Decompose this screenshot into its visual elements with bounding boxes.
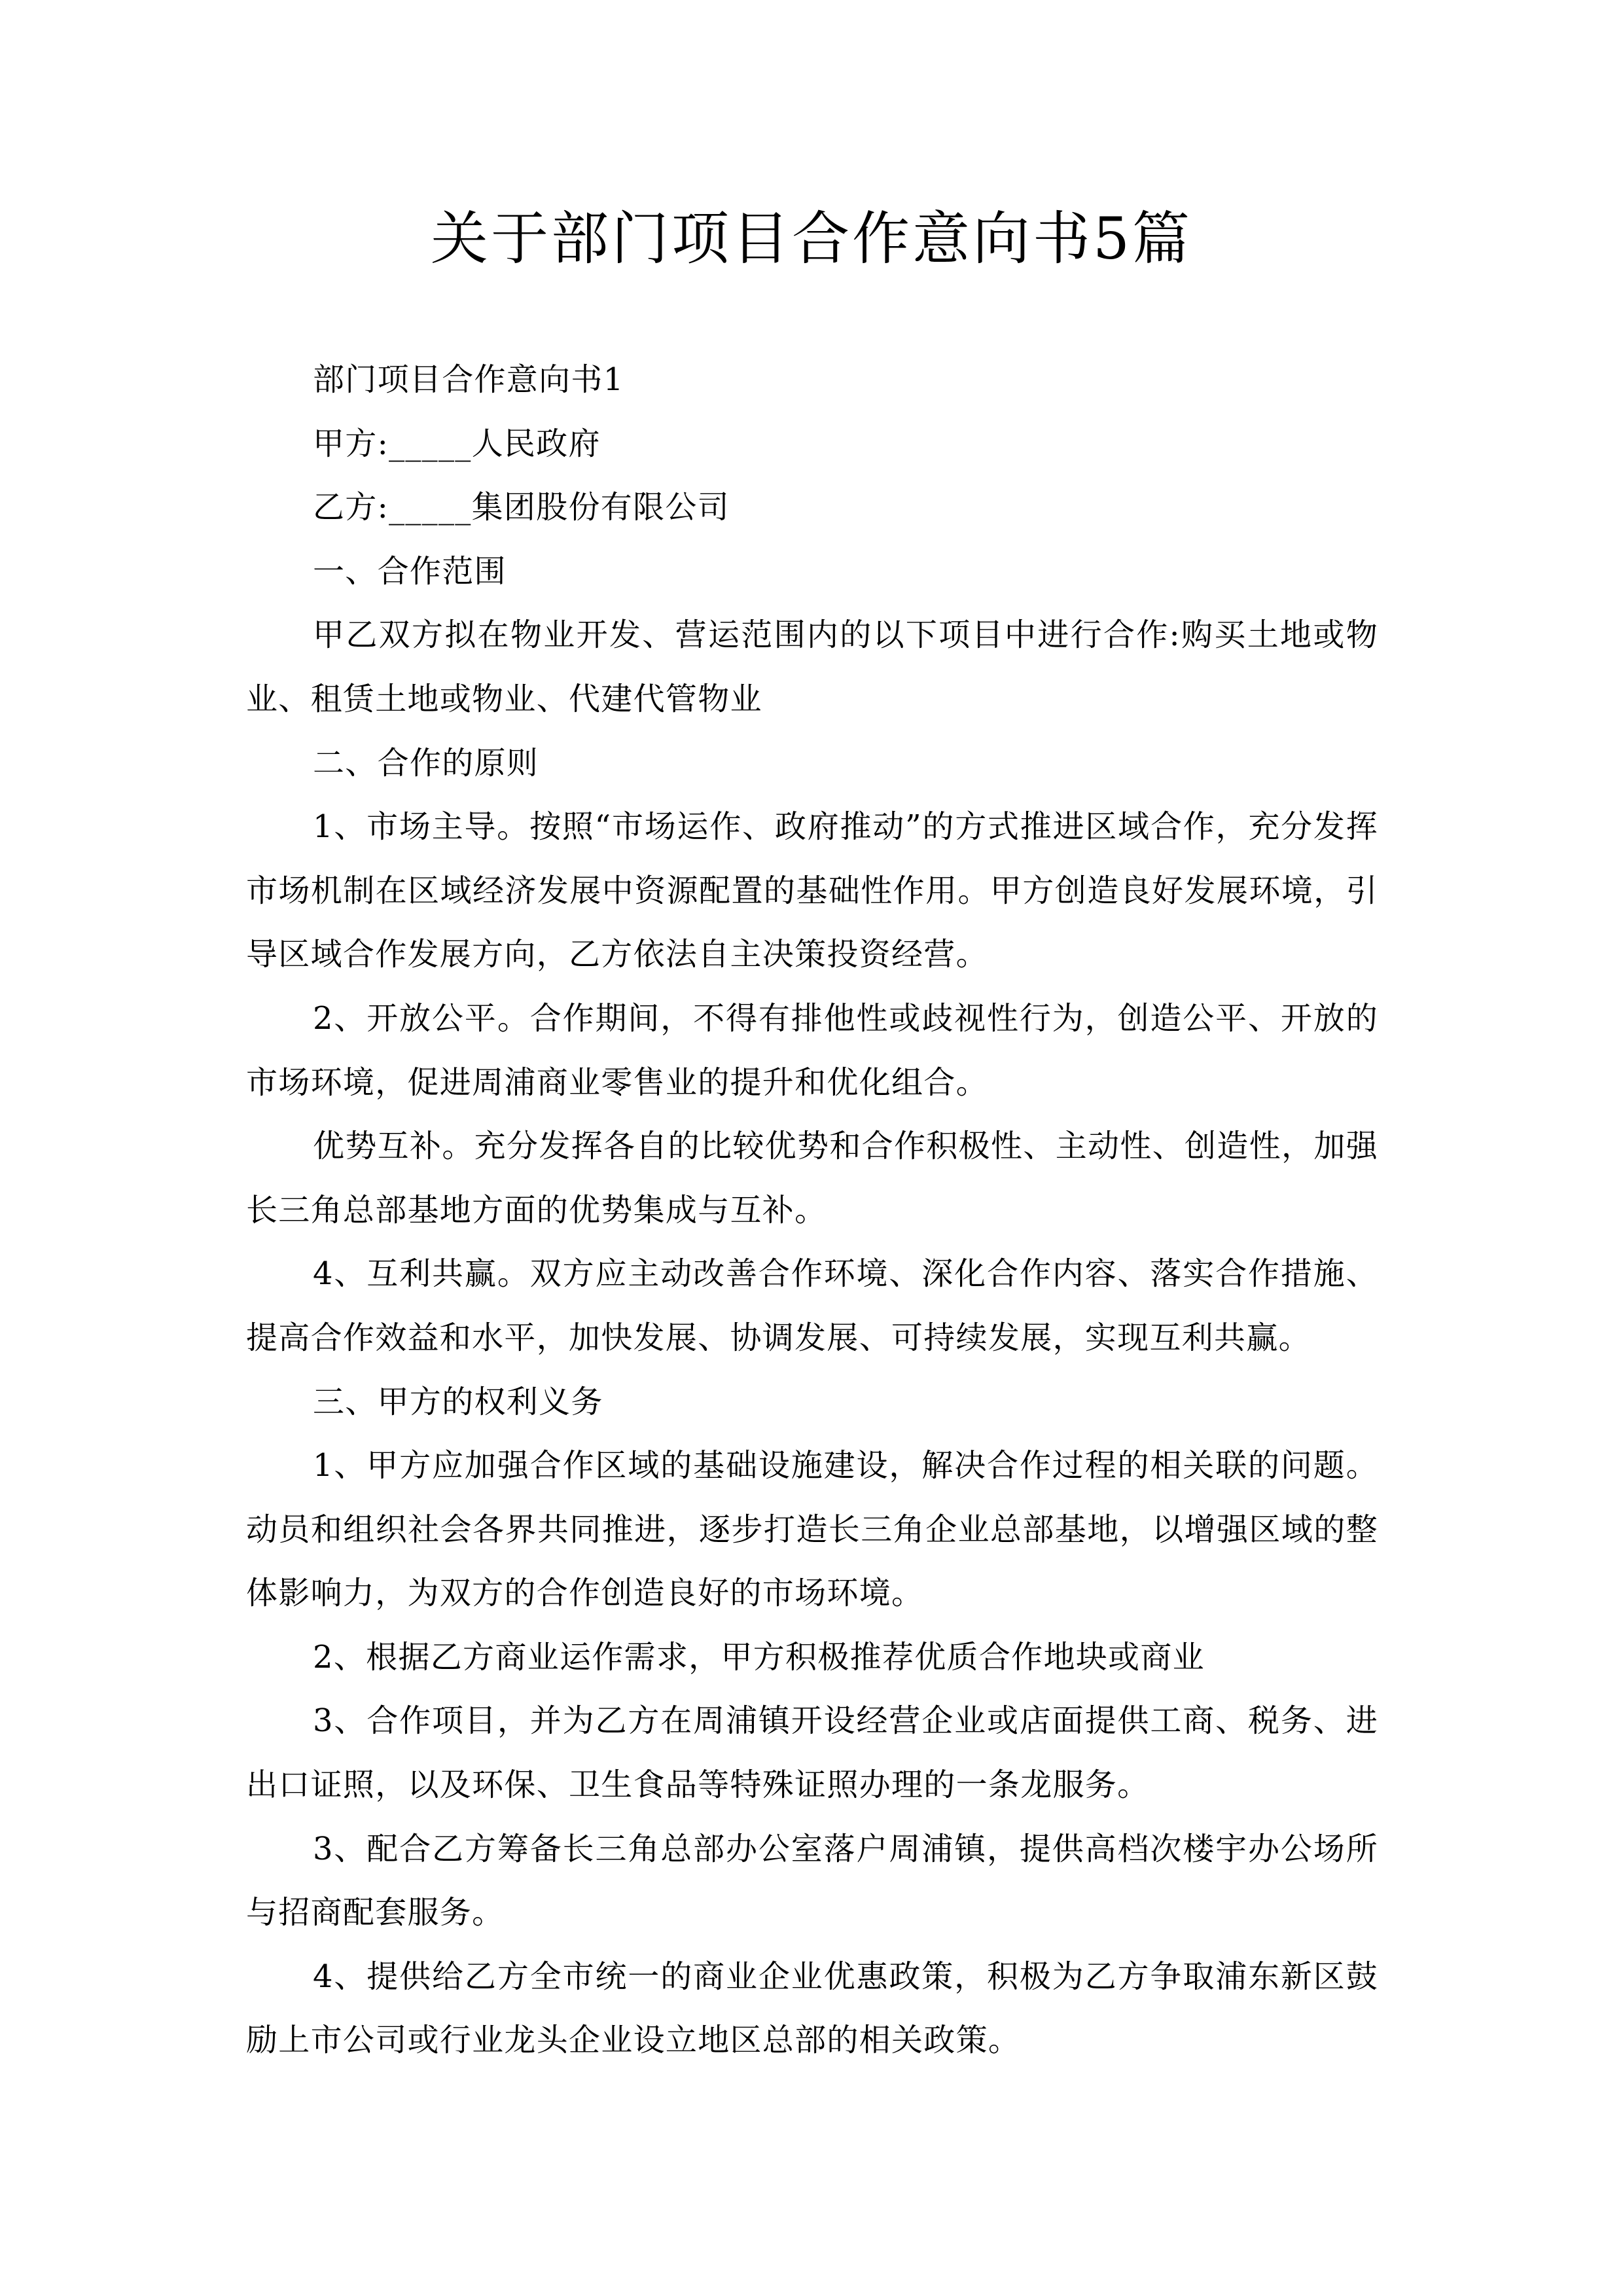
- section-subtitle: 部门项目合作意向书1: [313, 361, 624, 398]
- paragraph-party-a-2: 2、根据乙方商业运作需求，甲方积极推荐优质合作地块或商业: [313, 1638, 1205, 1676]
- paragraph-principle-1: 1、市场主导。按照“市场运作、政府推动”的方式推进区域合作，充分发挥市场机制在区域经济发展中资源配置的基础性作用。甲方创造良好发展环境，引导区域合作发展方向，乙方依法自主决策投资经营。: [246, 808, 1378, 973]
- party-b-line: 乙方:_____集团股份有限公司: [313, 489, 730, 526]
- paragraph-party-a-3a: 3、合作项目，并为乙方在周浦镇开设经营企业或店面提供工商、税务、进出口证照，以及环保、卫生食品等特殊证照办理的一条龙服务。: [246, 1702, 1378, 1804]
- heading-cooperation-principles: 二、合作的原则: [313, 744, 539, 781]
- paragraph-party-a-4: 4、提供给乙方全市统一的商业企业优惠政策，积极为乙方争取浦东新区鼓励上市公司或行业龙头企业设立地区总部的相关政策。: [246, 1958, 1378, 2059]
- paragraph-party-a-3b: 3、配合乙方筹备长三角总部办公室落户周浦镇，提供高档次楼宇办公场所与招商配套服务。: [246, 1830, 1378, 1931]
- party-a-line: 甲方:_____人民政府: [313, 425, 601, 462]
- paragraph-principle-2: 2、开放公平。合作期间，不得有排他性或歧视性行为，创造公平、开放的市场环境，促进周浦商业零售业的提升和优化组合。: [246, 999, 1378, 1101]
- document-title: 关于部门项目合作意向书5篇: [431, 205, 1192, 272]
- heading-cooperation-scope: 一、合作范围: [313, 552, 507, 590]
- heading-party-a-rights: 三、甲方的权利义务: [313, 1383, 603, 1420]
- paragraph-party-a-1: 1、甲方应加强合作区域的基础设施建设，解决合作过程的相关联的问题。动员和组织社会各界共同推进，逐步打造长三角企业总部基地，以增强区域的整体影响力，为双方的合作创造良好的市场环境。: [246, 1447, 1378, 1612]
- paragraph-scope: 甲乙双方拟在物业开发、营运范围内的以下项目中进行合作:购买土地或物业、租赁土地或物业、代建代管物业: [246, 617, 1378, 717]
- paragraph-principle-3: 优势互补。充分发挥各自的比较优势和合作积极性、主动性、创造性，加强长三角总部基地方面的优势集成与互补。: [246, 1128, 1378, 1229]
- document-body: [246, 348, 1378, 2073]
- paragraph-principle-4: 4、互利共赢。双方应主动改善合作环境、深化合作内容、落实合作措施、提高合作效益和水平，加快发展、协调发展、可持续发展，实现互利共赢。: [246, 1255, 1378, 1356]
